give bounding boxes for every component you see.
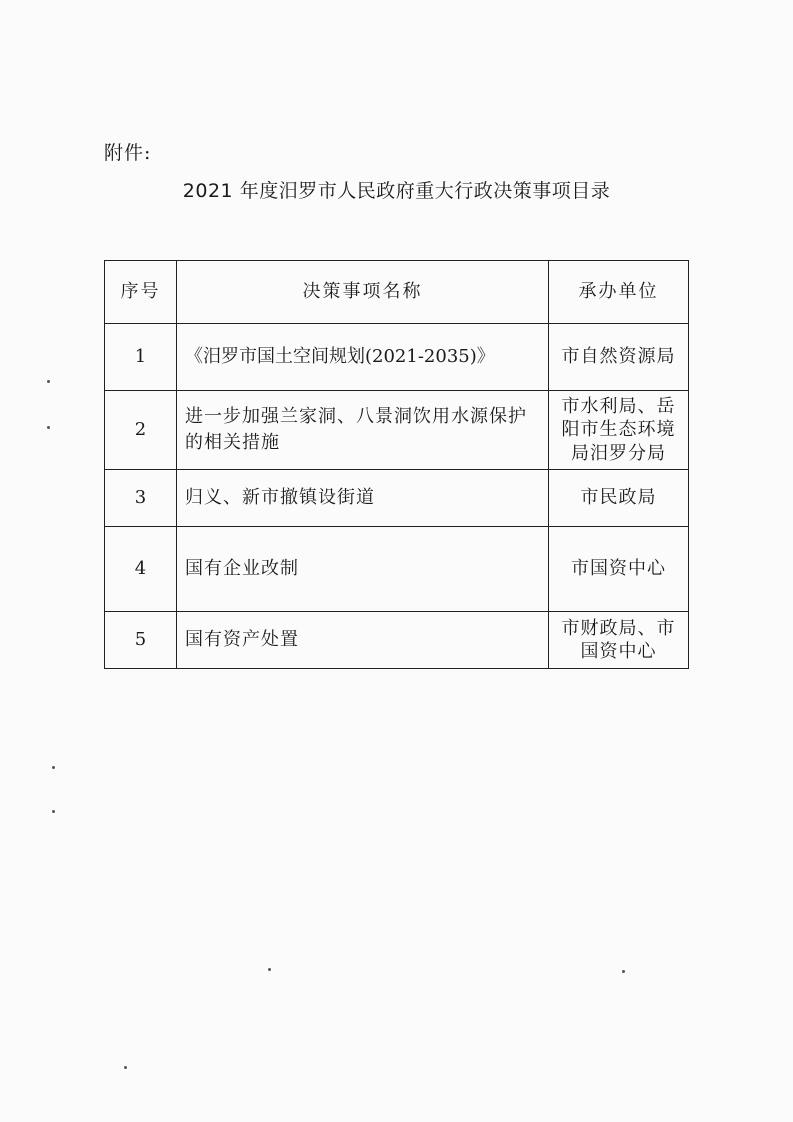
table-header-row	[105, 261, 689, 324]
decision-items-table	[104, 260, 689, 669]
scan-speck	[52, 766, 55, 769]
header-responsible-unit: 承办单位	[549, 261, 689, 324]
row-item-name: 国有企业改制	[177, 527, 549, 612]
document-title: 2021 年度汨罗市人民政府重大行政决策事项目录	[182, 180, 611, 202]
table-row	[105, 470, 689, 527]
attachment-label: 附件:	[104, 142, 152, 164]
row-item-name: 归义、新市撤镇设街道	[177, 470, 549, 527]
table-row	[105, 391, 689, 470]
row-item-name: 国有资产处置	[177, 612, 549, 669]
row-number: 3	[105, 470, 177, 527]
row-responsible-unit: 市自然资源局	[549, 324, 689, 391]
row-responsible-unit: 市财政局、市国资中心	[549, 612, 689, 669]
row-number: 2	[105, 391, 177, 470]
row-number: 4	[105, 527, 177, 612]
row-number: 1	[105, 324, 177, 391]
table-row	[105, 324, 689, 391]
table-row	[105, 527, 689, 612]
scan-speck	[47, 380, 50, 383]
table-row	[105, 612, 689, 669]
header-item-name: 决策事项名称	[177, 261, 549, 324]
scan-speck	[47, 426, 50, 429]
scan-speck	[268, 968, 271, 971]
row-number: 5	[105, 612, 177, 669]
row-responsible-unit: 市国资中心	[549, 527, 689, 612]
header-number: 序号	[105, 261, 177, 324]
scan-speck	[52, 810, 55, 813]
row-responsible-unit: 市水利局、岳阳市生态环境局汨罗分局	[549, 391, 689, 470]
row-responsible-unit: 市民政局	[549, 470, 689, 527]
scan-speck	[622, 970, 625, 973]
row-item-name: 《汨罗市国土空间规划(2021-2035)》	[177, 324, 549, 391]
row-item-name: 进一步加强兰家洞、八景洞饮用水源保护的相关措施	[177, 391, 549, 470]
scan-speck	[124, 1066, 127, 1069]
